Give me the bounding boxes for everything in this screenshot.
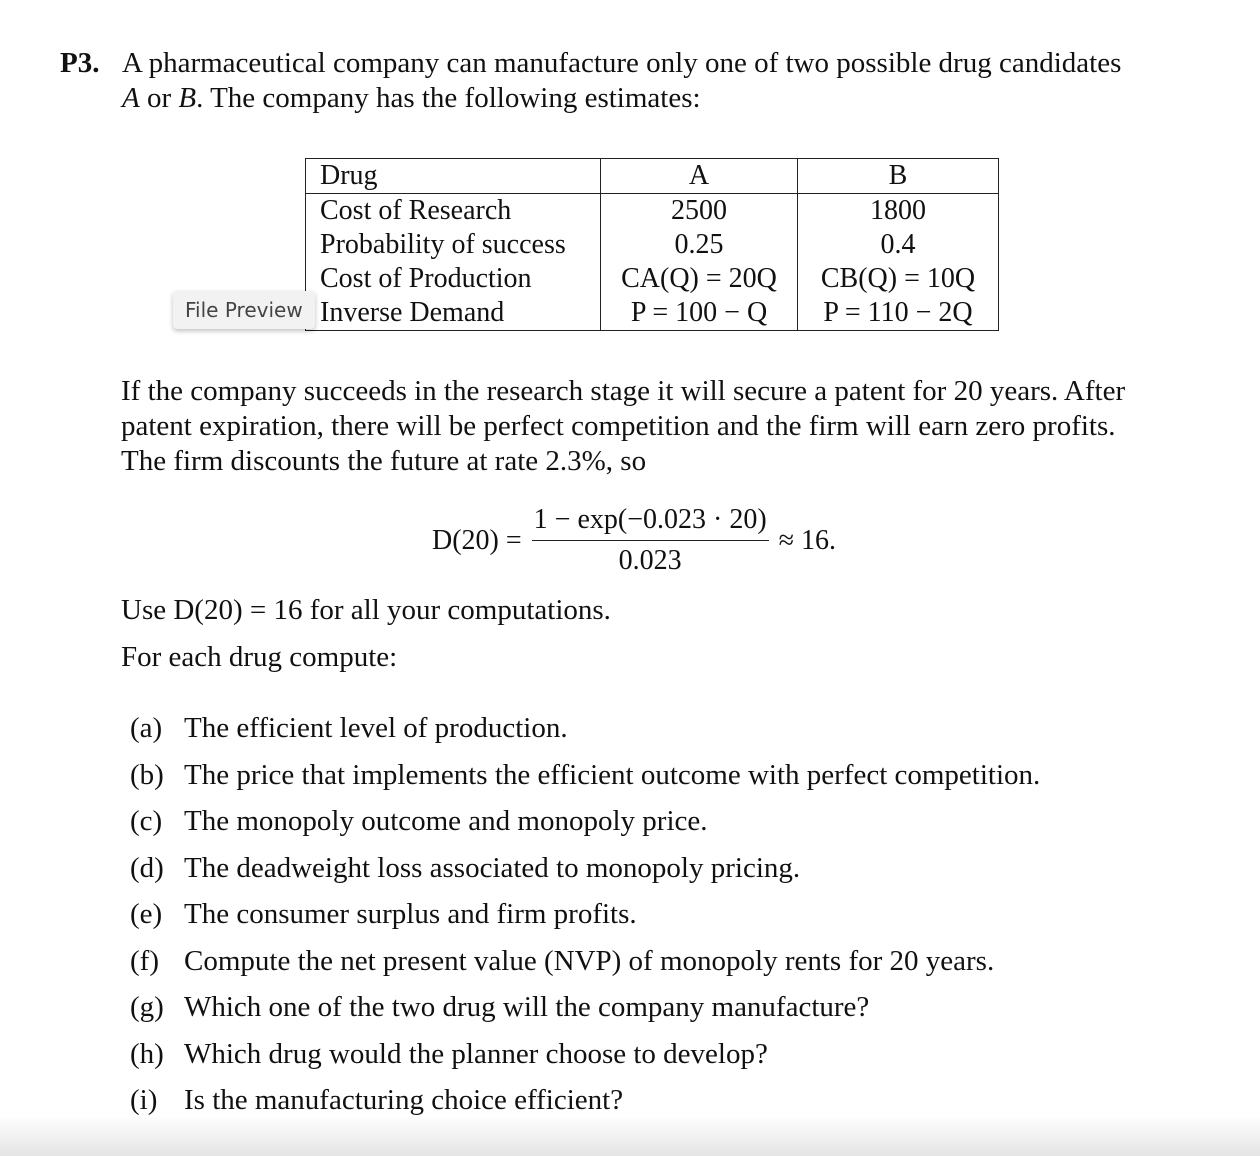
- question-marker: (g): [130, 991, 164, 1023]
- estimates-table: [305, 158, 999, 331]
- problem-number: P3.: [60, 47, 100, 79]
- question-marker: (i): [130, 1084, 158, 1116]
- bottom-fade: [0, 1116, 1260, 1156]
- formula-denominator: 0.023: [618, 545, 682, 576]
- list-item: [130, 845, 1040, 892]
- question-marker: (a): [130, 712, 163, 744]
- header-b: B: [798, 159, 999, 194]
- question-text: The price that implements the efficient outcome with perfect competition.: [184, 758, 1041, 791]
- patent-line: If the company succeeds in the research stage it will secure a patent for 20 years. After: [121, 375, 1126, 407]
- row-label: Inverse Demand: [306, 296, 601, 331]
- cell-b: P = 110 − 2Q: [798, 296, 999, 331]
- cell-a: 0.25: [601, 228, 798, 262]
- patent-line: The firm discounts the future at rate 2.3%, so: [121, 445, 647, 477]
- question-marker: (b): [130, 758, 164, 791]
- question-text: Compute the net present value (NVP) of monopoly rents for 20 years.: [184, 944, 995, 977]
- intro-line-2: A or B. The company has the following estimates:: [122, 82, 701, 114]
- question-text: The efficient level of production.: [184, 712, 568, 744]
- formula-fraction: [532, 504, 769, 577]
- list-item: [130, 891, 1040, 938]
- patent-line: patent expiration, there will be perfect competition and the firm will earn zero profits.: [121, 410, 1116, 442]
- formula-lhs: D(20) =: [432, 524, 522, 556]
- question-text: Which one of the two drug will the company manufacture?: [184, 991, 870, 1023]
- file-preview-button[interactable]: File Preview: [173, 291, 315, 329]
- header-a: A: [601, 159, 798, 194]
- question-text: The deadweight loss associated to monopoly pricing.: [184, 851, 801, 884]
- question-text: The monopoly outcome and monopoly price.: [184, 805, 708, 837]
- question-marker: (c): [130, 805, 163, 837]
- header-drug: Drug: [306, 159, 601, 194]
- cell-a: CA(Q) = 20Q: [601, 262, 798, 296]
- table-row: [306, 228, 999, 262]
- list-item: [130, 752, 1040, 799]
- cell-a: P = 100 − Q: [601, 296, 798, 331]
- formula-rhs: ≈ 16.: [778, 524, 837, 556]
- table-row: [306, 194, 999, 229]
- list-item: [130, 798, 1040, 845]
- formula-numerator: 1 − exp(−0.023 · 20): [532, 504, 769, 541]
- compute-line: For each drug compute:: [121, 641, 398, 673]
- question-marker: (h): [130, 1037, 164, 1070]
- patent-paragraph: [121, 374, 1201, 479]
- list-item: [130, 984, 1040, 1031]
- question-list: [130, 705, 1040, 1124]
- question-marker: (f): [130, 944, 159, 977]
- use-line: Use D(20) = 16 for all your computations.: [121, 594, 611, 626]
- cell-b: 1800: [798, 194, 999, 229]
- intro-line-1: A pharmaceutical company can manufacture only one of two possible drug candidates: [122, 47, 1122, 79]
- row-label: Probability of success: [306, 228, 601, 262]
- discount-formula: [432, 504, 836, 577]
- question-marker: (e): [130, 898, 163, 930]
- question-marker: (d): [130, 851, 164, 884]
- question-text: Which drug would the planner choose to develop?: [184, 1037, 768, 1070]
- table-row: [306, 296, 999, 331]
- table-row: [306, 262, 999, 296]
- table-header-row: [306, 159, 999, 194]
- list-item: [130, 705, 1040, 752]
- question-text: Is the manufacturing choice efficient?: [184, 1084, 624, 1116]
- list-item: [130, 1031, 1040, 1078]
- cell-b: CB(Q) = 10Q: [798, 262, 999, 296]
- list-item: [130, 938, 1040, 985]
- row-label: Cost of Production: [306, 262, 601, 296]
- problem-statement: [60, 46, 1200, 116]
- question-text: The consumer surplus and firm profits.: [184, 898, 637, 930]
- cell-a: 2500: [601, 194, 798, 229]
- cell-b: 0.4: [798, 228, 999, 262]
- row-label: Cost of Research: [306, 194, 601, 229]
